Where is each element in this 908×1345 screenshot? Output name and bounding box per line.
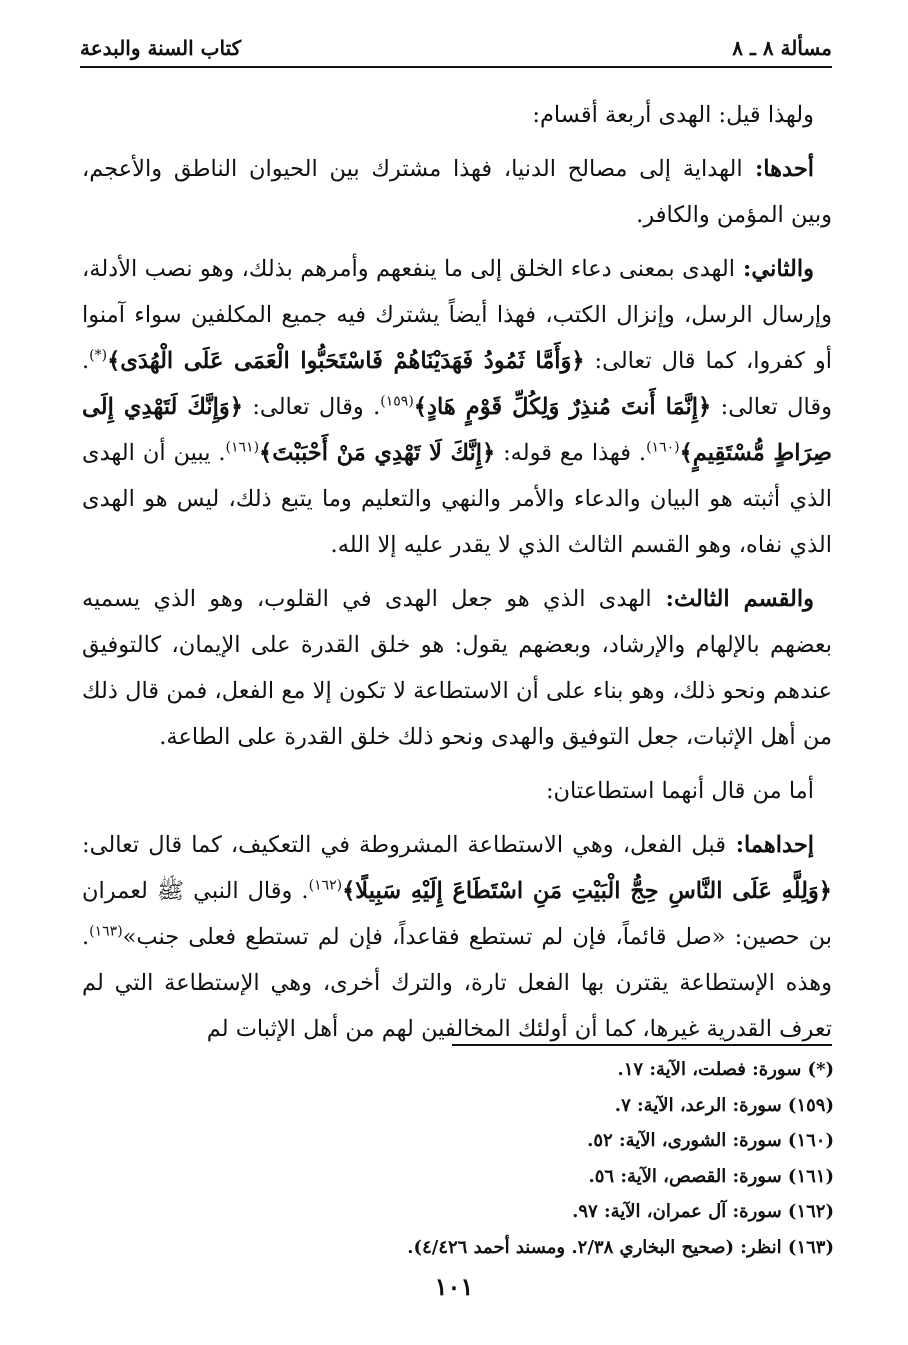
- book-title: كتاب السنة والبدعة: [80, 36, 242, 60]
- footnotes: [100, 1052, 834, 1265]
- footnote-ref: (١٥٩): [380, 393, 414, 410]
- paragraph-text: قبل الفعل، وهي الاستطاعة المشروطة في التعكيف، كما قال تعالى:: [82, 832, 726, 858]
- paragraph-text: الهدى بمعنى دعاء الخلق إلى ما ينفعهم وأمرهم بذلك، وهو نصب الأدلة، وإرسال الرسل، وإنزال الكتب، فهذا أيضاً يشترك فيه جميع المكلفين سواء آمنوا أو كفروا، كما قال تعالى:: [82, 256, 832, 374]
- quran-verse: ﴿وَإِنَّكَ لَتَهْدِي إِلَى صِرَاطٍ مُّسْتَقِيمٍ﴾: [82, 394, 832, 466]
- paragraph-text: . وقال تعالى:: [242, 394, 381, 420]
- paragraph-lead: والقسم الثالث:: [651, 586, 815, 612]
- quran-verse: ﴿إِنَّكَ لَا تَهْدِي مَنْ أَحْبَبْتَ﴾: [259, 440, 496, 466]
- paragraph-text: . وقال النبي ﷺ لعمران بن حصين: «صل قائماً، فإن لم تستطع فقاعداً، فإن لم تستطع فعلى جنب»: [82, 878, 832, 950]
- paragraph-lead: إحداهما:: [725, 832, 814, 858]
- paragraph-intro: [82, 92, 832, 138]
- page-number: ١٠١: [434, 1272, 474, 1301]
- section-label: مسألة ٨ ـ ٨: [732, 36, 832, 60]
- paragraph-text: الهدى الذي هو جعل الهدى في القلوب، وهو الذي يسميه بعضهم بالإلهام والإرشاد، وبعضهم يقول: هو خلق القدرة على الإيمان، كالتوفيق عندهم ونحو ذلك، وهو بناء على أن الاستطاعة لا تكون إلا مع الفعل، فمن قال ذلك من أهل الإثبات، جعل التوفيق والهدى ونحو ذلك خلق القدرة على الطاعة.: [82, 586, 832, 750]
- footnote: (١٦١) سورة: القصص، الآية: ٥٦.: [588, 1165, 834, 1187]
- quran-verse: ﴿وَأَمَّا ثَمُودُ فَهَدَيْنَاهُمْ فَاسْتَحَبُّوا الْعَمَى عَلَى الْهُدَى﴾: [107, 348, 585, 374]
- footnote: (١٦٠) سورة: الشورى، الآية: ٥٢.: [587, 1130, 834, 1151]
- paragraph-second-type: [82, 246, 832, 568]
- footnote-ref: (١٦٢): [308, 877, 343, 894]
- running-header: [80, 32, 832, 68]
- paragraph-two-abilities: [82, 768, 832, 814]
- paragraph-lead: أحدها:: [742, 156, 814, 182]
- paragraph-text: الهداية إلى مصالح الدنيا، فهذا مشترك بين الحيوان الناطق والأعجم، وبين المؤمن والكافر.: [82, 156, 832, 228]
- paragraph-text: . وقال تعالى:: [82, 348, 832, 420]
- paragraph-text: . يبين أن الهدى الذي أثبته هو البيان والدعاء والأمر والنهي والتعليم وما يتبع ذلك، ليس هو الهدى الذي نفاه، وهو القسم الثالث الذي لا يقدر عليه إلا الله.: [82, 440, 832, 558]
- footnote-divider: [452, 1044, 832, 1046]
- paragraph-first-ability: [82, 822, 832, 1052]
- body-text: [82, 92, 832, 1060]
- footnote-ref: (١٦٣): [89, 923, 123, 940]
- quran-verse: ﴿إِنَّمَا أَنتَ مُنذِرٌ وَلِكُلِّ قَوْمٍ هَادٍ﴾: [413, 394, 712, 420]
- footnote: (١٦٢) سورة: آل عمران، الآية: ٩٧.: [572, 1201, 834, 1222]
- paragraph-first-type: [82, 146, 832, 238]
- paragraph-text: . فهذا مع قوله:: [495, 440, 647, 466]
- footnote-ref: (١٦٠): [646, 439, 680, 456]
- footnote: (١٥٩) سورة: الرعد، الآية: ٧.: [614, 1094, 834, 1116]
- quran-verse: ﴿وَلِلَّهِ عَلَى النَّاسِ حِجُّ الْبَيْتِ مَنِ اسْتَطَاعَ إِلَيْهِ سَبِيلًا﴾: [342, 878, 832, 904]
- footnote: (١٦٣) انظر: (صحيح البخاري ٢/٣٨. ومسند أحمد ٤/٤٢٦).: [407, 1236, 834, 1258]
- footnote-ref: (*): [89, 347, 108, 364]
- paragraph-lead: والثاني:: [734, 256, 814, 282]
- footnote-ref: (١٦١): [225, 439, 260, 456]
- paragraph-text: . وهذه الإستطاعة يقترن بها الفعل تارة، والترك أخرى، وهي الإستطاعة التي لم تعرف القدرية غيرها، كما أن أولئك المخالفين لهم من أهل الإثبات لم: [82, 924, 832, 1042]
- paragraph-text: أما من قال أنهما استطاعتان:: [545, 778, 814, 804]
- paragraph-text: ولهذا قيل: الهدى أربعة أقسام:: [532, 102, 814, 128]
- footnote: (*) سورة: فصلت، الآية: ١٧.: [617, 1059, 834, 1080]
- paragraph-third-type: [82, 576, 832, 760]
